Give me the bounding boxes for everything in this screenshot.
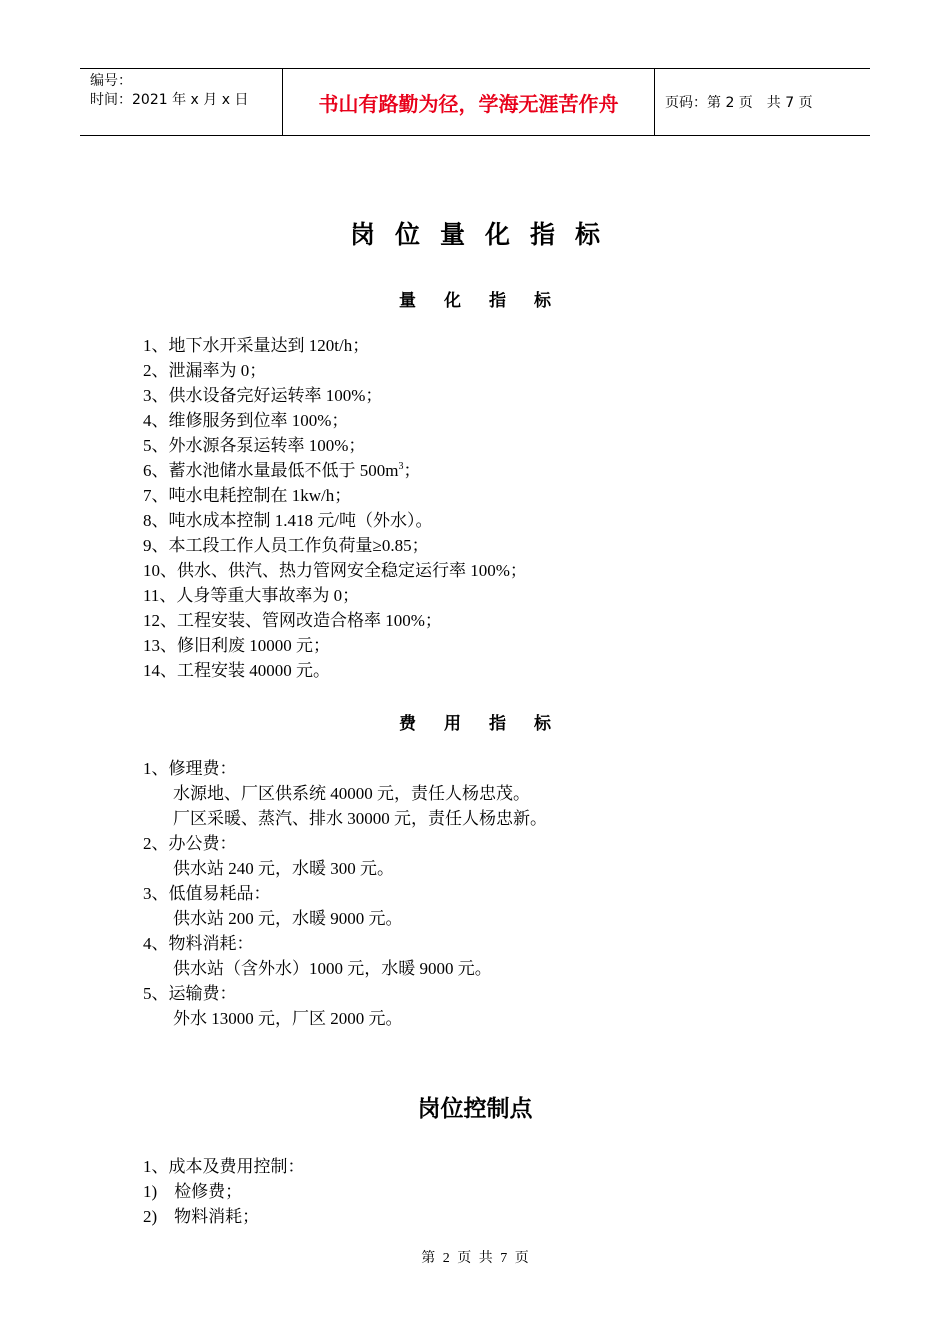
section-heading-cost: 费用指标 bbox=[399, 714, 579, 734]
list-item: 3、供水设备完好运转率 100%； bbox=[143, 386, 383, 405]
list-item: 5、外水源各泵运转率 100%； bbox=[143, 436, 366, 455]
list-item: 13、修旧利废 10000 元； bbox=[143, 636, 330, 655]
list-item-detail: 供水站 240 元，水暖 300 元。 bbox=[173, 859, 394, 878]
list-item: 11、人身等重大事故率为 0； bbox=[143, 586, 360, 605]
cost-list bbox=[143, 756, 547, 1031]
list-item: 9、本工段工作人员工作负荷量≥0.85； bbox=[143, 536, 429, 555]
section-heading-quantitative: 量化指标 bbox=[399, 291, 579, 311]
list-item: 1、地下水开采量达到 120t/h； bbox=[143, 336, 370, 355]
list-item: 1) 检修费； bbox=[143, 1182, 243, 1201]
list-item-tail: ； bbox=[403, 461, 421, 480]
list-item-detail: 外水 13000 元，厂区 2000 元。 bbox=[173, 1009, 403, 1028]
list-item: 10、供水、供汽、热力管网安全稳定运行率 100%； bbox=[143, 561, 527, 580]
list-item: 4、维修服务到位率 100%； bbox=[143, 411, 349, 430]
control-list bbox=[143, 1154, 305, 1229]
document-title: 岗位量化指标 bbox=[349, 220, 620, 249]
list-item-detail: 厂区采暖、蒸汽、排水 30000 元，责任人杨忠新。 bbox=[173, 809, 547, 828]
list-item-detail: 供水站 200 元，水暖 9000 元。 bbox=[173, 909, 403, 928]
list-item-text: 6、蓄水池储水量最低不低于 500m bbox=[143, 461, 399, 480]
list-item: 2、泄漏率为 0； bbox=[143, 361, 267, 380]
list-item: 12、工程安装、管网改造合格率 100%； bbox=[143, 611, 442, 630]
list-item: 4、物料消耗： bbox=[143, 934, 254, 953]
header-motto: 书山有路勤为径，学海无涯苦作舟 bbox=[282, 69, 655, 135]
number-label: 编号： bbox=[90, 73, 132, 89]
list-item: 1、成本及费用控制： bbox=[143, 1157, 305, 1176]
list-item: 3、低值易耗品： bbox=[143, 884, 271, 903]
page-footer: 第 2 页 共 7 页 bbox=[421, 1251, 529, 1266]
superscript: 3 bbox=[398, 461, 404, 472]
list-item: 2) 物料消耗； bbox=[143, 1207, 260, 1226]
list-item bbox=[143, 458, 527, 483]
list-item-detail: 水源地、厂区供系统 40000 元，责任人杨忠茂。 bbox=[173, 784, 530, 803]
header-meta bbox=[80, 69, 282, 135]
list-item: 14、工程安装 40000 元。 bbox=[143, 661, 330, 680]
list-item: 2、办公费： bbox=[143, 834, 237, 853]
list-item: 8、吨水成本控制 1.418 元/吨（外水）。 bbox=[143, 511, 433, 530]
page-header bbox=[80, 68, 870, 136]
quantitative-list bbox=[143, 333, 527, 683]
list-item-detail: 供水站（含外水）1000 元，水暖 9000 元。 bbox=[173, 959, 492, 978]
list-item: 5、运输费： bbox=[143, 984, 237, 1003]
section-heading-control: 岗位控制点 bbox=[417, 1096, 533, 1122]
time-label: 时间：2021 年 x 月 x 日 bbox=[90, 92, 249, 108]
list-item: 1、修理费： bbox=[143, 759, 237, 778]
header-page-number: 页码：第 2 页 共 7 页 bbox=[665, 95, 813, 111]
list-item: 7、吨水电耗控制在 1kw/h； bbox=[143, 486, 352, 505]
